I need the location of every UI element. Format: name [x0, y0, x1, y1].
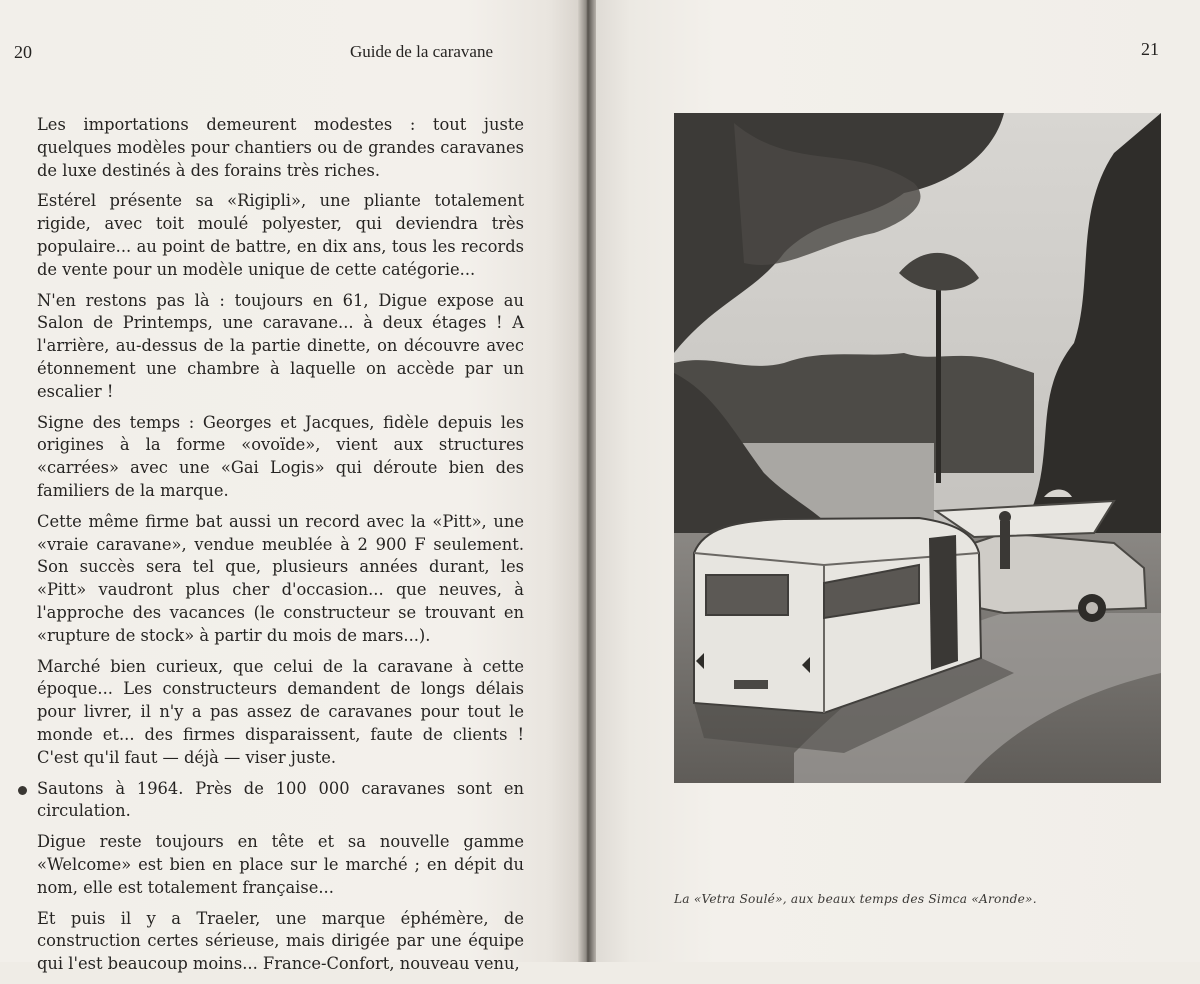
bullet-paragraph	[37, 778, 524, 824]
paragraph: Cette même firme bat aussi un record avec la «Pitt», une «vraie caravane», vendue meublée à 2 900 F seulement. Son succès sera tel que, plusieurs années durant, les «Pitt» vaudront plus cher d'occasion... que neuves, à l'approche des vacances (le constructeur se trouvant en «rupture de stock» à partir du mois de mars...).	[37, 511, 524, 645]
paragraph: Signe des temps : Georges et Jacques, fidèle depuis les origines à la forme «ovoïde», vient aux structures «carrées» avec une «Gai Logis» qui déroute bien des familiers de la marque.	[37, 412, 524, 500]
caravan-photo-illustration	[674, 113, 1161, 783]
paragraph: N'en restons pas là : toujours en 61, Digue expose au Salon de Printemps, une caravane... à deux étages ! A l'arrière, au-dessus de la partie dinette, on découvre avec étonnement une chambre à laquelle on accède par un escalier !	[37, 290, 524, 401]
paragraph: Digue reste toujours en tête et sa nouvelle gamme «Welcome» est bien en place sur le marché ; en dépit du nom, elle est totalement française...	[37, 832, 524, 897]
page-number-left: 20	[14, 42, 32, 62]
bullet-dot-icon	[18, 786, 27, 795]
caravan-photo	[674, 113, 1161, 783]
paragraph: Estérel présente sa «Rigipli», une pliante totalement rigide, avec toit moulé polyester, qui deviendra très populaire... au point de battre, en dix ans, tous les records de vente pour un modèle unique de cette catégorie...	[37, 191, 524, 279]
paragraph: Sautons à 1964. Près de 100 000 caravanes sont en circulation.	[37, 778, 524, 821]
paragraph: Et puis il y a Traeler, une marque éphémère, de construction certes sérieuse, mais dirigée par une équipe qui l'est beaucoup moins... France-Confort, nouveau venu,	[37, 908, 524, 974]
paragraph: Les importations demeurent modestes : tout juste quelques modèles pour chantiers ou de grandes caravanes de luxe destinés à des forains très riches.	[37, 115, 524, 180]
body-text	[37, 114, 524, 984]
book-gutter	[578, 0, 596, 962]
photo-caption: La «Vetra Soulé», aux beaux temps des Simca «Aronde».	[674, 892, 1037, 906]
running-head: Guide de la caravane	[350, 42, 493, 61]
paragraph: Marché bien curieux, que celui de la caravane à cette époque... Les constructeurs demandent de longs délais pour livrer, il n'y a pas assez de caravanes pour tout le monde et... des firmes disparaissent, faute de clients ! C'est qu'il faut — déjà — viser juste.	[37, 656, 524, 767]
page-number-right: 21	[1141, 39, 1159, 59]
